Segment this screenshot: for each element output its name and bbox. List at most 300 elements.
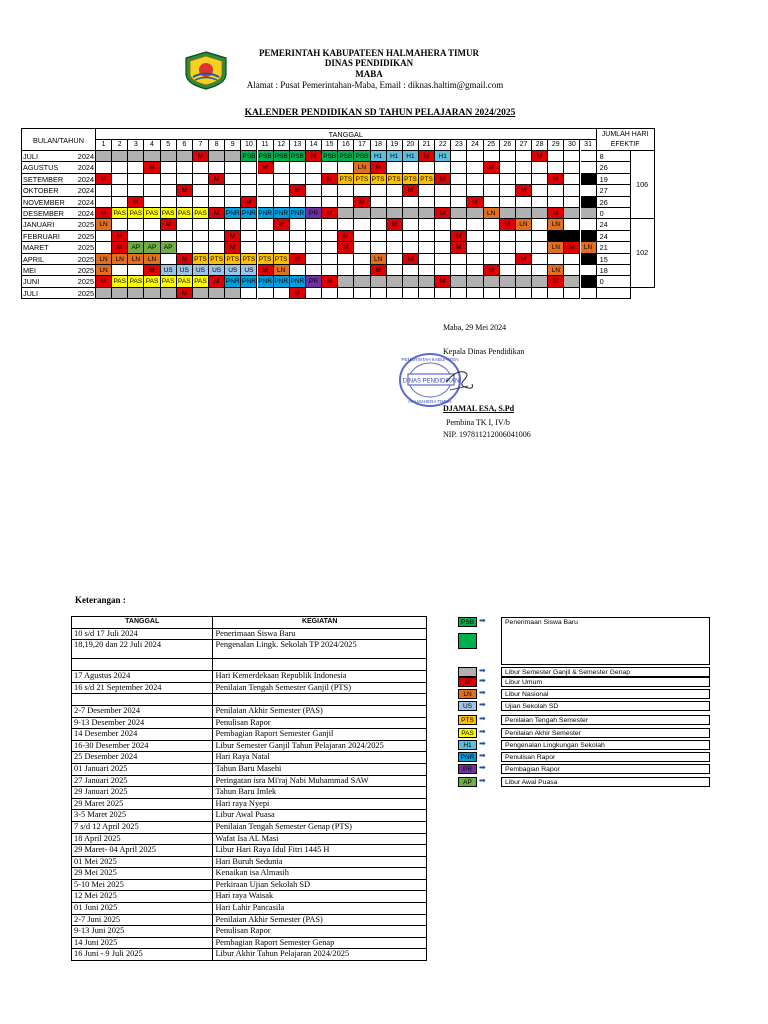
day-cell — [419, 208, 435, 219]
arrow-right-icon: ➡ — [479, 739, 486, 748]
day-cell: LN — [112, 254, 128, 265]
event-date: 16 s/d 21 September 2024 — [72, 682, 213, 694]
day-cell — [484, 174, 500, 185]
day-cell — [354, 288, 370, 299]
day-cell — [128, 151, 144, 162]
day-cell: PTS — [193, 254, 209, 265]
day-cell — [144, 185, 160, 196]
day-cell — [451, 197, 467, 208]
day-cell — [500, 162, 516, 173]
legend-label: Penilaian Tengah Semester — [501, 715, 710, 725]
day-cell: M — [144, 162, 160, 173]
day-number: 5 — [161, 139, 177, 151]
event-date: 14 Juni 2025 — [72, 937, 213, 949]
day-cell — [387, 231, 403, 242]
day-cell — [371, 276, 387, 287]
day-cell — [548, 231, 564, 242]
day-cell — [403, 208, 419, 219]
day-cell: M — [467, 197, 483, 208]
event-date: 9-13 Desember 2024 — [72, 717, 213, 729]
day-cell: LN — [548, 242, 564, 253]
day-cell — [258, 231, 274, 242]
day-cell: LN — [96, 254, 112, 265]
day-cell: M — [112, 231, 128, 242]
event-row — [72, 821, 427, 833]
legend-item — [458, 752, 710, 762]
event-date: 18 April 2025 — [72, 833, 213, 845]
day-cell — [322, 162, 338, 173]
day-cell: M — [516, 185, 532, 196]
day-cell — [451, 174, 467, 185]
day-cell — [241, 219, 257, 230]
day-cell: M — [435, 208, 451, 219]
arrow-right-icon: ➡ — [479, 763, 486, 772]
month-year: 2025 — [75, 254, 96, 265]
day-cell — [306, 242, 322, 253]
day-cell — [128, 265, 144, 276]
day-cell — [387, 185, 403, 196]
day-cell — [435, 288, 451, 299]
day-cell — [290, 162, 306, 173]
day-cell — [516, 276, 532, 287]
day-cell: PNR — [225, 208, 241, 219]
day-cell — [516, 174, 532, 185]
day-cell — [419, 197, 435, 208]
effective-days: 21 — [597, 242, 631, 253]
day-number: 8 — [209, 139, 225, 151]
day-number: 19 — [387, 139, 403, 151]
day-cell: M — [225, 231, 241, 242]
day-cell — [435, 197, 451, 208]
day-cell: PAS — [128, 208, 144, 219]
day-cell: M — [548, 208, 564, 219]
month-year: 2025 — [75, 219, 96, 230]
day-cell — [548, 288, 564, 299]
day-cell: PNR — [241, 276, 257, 287]
day-cell — [451, 288, 467, 299]
day-cell: M — [290, 288, 306, 299]
day-cell — [144, 151, 160, 162]
day-cell — [419, 254, 435, 265]
day-cell: M — [403, 185, 419, 196]
day-cell — [435, 219, 451, 230]
day-cell — [403, 242, 419, 253]
day-cell — [467, 242, 483, 253]
event-activity: Pembagian Raport Semester Genap — [213, 937, 427, 949]
day-cell — [290, 174, 306, 185]
day-cell — [306, 254, 322, 265]
day-cell — [532, 231, 548, 242]
event-activity — [213, 659, 427, 671]
legend-swatch: US — [458, 701, 477, 711]
day-cell — [161, 231, 177, 242]
day-cell — [354, 219, 370, 230]
day-number: 10 — [241, 139, 257, 151]
day-cell — [241, 288, 257, 299]
event-row — [72, 926, 427, 938]
day-cell: M — [435, 174, 451, 185]
day-cell: PTS — [371, 174, 387, 185]
day-cell — [564, 219, 580, 230]
day-cell: PTS — [387, 174, 403, 185]
day-cell — [161, 162, 177, 173]
arrow-right-icon: ➡ — [479, 676, 486, 685]
place-date: Maba, 29 Mei 2024 — [443, 323, 507, 332]
day-cell — [177, 151, 193, 162]
month-name: OKTOBER — [21, 185, 75, 196]
day-cell — [322, 219, 338, 230]
day-cell — [419, 242, 435, 253]
event-row — [72, 856, 427, 868]
day-cell: M — [177, 254, 193, 265]
arrow-right-icon: ➡ — [479, 666, 486, 675]
day-cell — [581, 276, 597, 287]
day-cell — [177, 231, 193, 242]
day-cell — [274, 162, 290, 173]
arrow-right-icon: ➡ — [479, 700, 486, 709]
legend-item — [458, 740, 710, 750]
day-cell — [484, 254, 500, 265]
day-cell — [161, 185, 177, 196]
event-activity: Hari raya Waisak — [213, 891, 427, 903]
event-date: 2-7 Desember 2024 — [72, 705, 213, 717]
day-cell: M — [484, 265, 500, 276]
month-year: 2024 — [75, 162, 96, 173]
month-year: 2025 — [75, 288, 96, 299]
day-cell: M — [322, 174, 338, 185]
day-cell — [467, 162, 483, 173]
day-cell: PTS — [258, 254, 274, 265]
day-cell — [435, 242, 451, 253]
legend-item — [458, 777, 710, 787]
day-cell — [371, 242, 387, 253]
day-cell: PSB — [258, 151, 274, 162]
event-date: 01 Januari 2025 — [72, 763, 213, 775]
event-activity: Penilaian Akhir Semester (PAS) — [213, 914, 427, 926]
day-number: 14 — [306, 139, 322, 151]
day-cell — [338, 197, 354, 208]
day-cell — [548, 185, 564, 196]
day-cell — [467, 174, 483, 185]
day-cell: M — [258, 162, 274, 173]
day-cell — [225, 288, 241, 299]
day-cell: M — [96, 208, 112, 219]
event-row — [72, 740, 427, 752]
signatory-name: DJAMAL ESA, S.Pd — [443, 404, 515, 413]
calendar-row — [21, 197, 725, 208]
day-cell: LN — [548, 219, 564, 230]
day-cell — [241, 242, 257, 253]
day-number: 16 — [338, 139, 354, 151]
day-cell: US — [209, 265, 225, 276]
day-cell: PNR — [290, 208, 306, 219]
arrow-right-icon: ➡ — [479, 776, 486, 785]
effective-days: 26 — [597, 162, 631, 173]
legend-swatch: PNR — [458, 752, 477, 762]
event-row — [72, 798, 427, 810]
day-cell: M — [548, 174, 564, 185]
event-date: 27 Januari 2025 — [72, 775, 213, 787]
month-name: JANUARI — [21, 219, 75, 230]
day-cell: PSB — [241, 151, 257, 162]
day-cell — [564, 174, 580, 185]
day-cell: LN — [548, 265, 564, 276]
day-cell: LN — [581, 242, 597, 253]
day-cell — [161, 254, 177, 265]
day-cell — [225, 174, 241, 185]
day-cell: LN — [516, 219, 532, 230]
day-cell: PNR — [225, 276, 241, 287]
legend-label: Libur Semester Ganjil & Semester Genap — [501, 667, 710, 677]
day-cell: LN — [96, 265, 112, 276]
day-cell — [419, 231, 435, 242]
event-row — [72, 717, 427, 729]
day-cell — [193, 231, 209, 242]
event-date: 29 Maret- 04 April 2025 — [72, 845, 213, 857]
arrow-right-icon: ➡ — [479, 616, 486, 625]
day-cell: M — [144, 265, 160, 276]
day-cell — [161, 288, 177, 299]
day-cell — [322, 185, 338, 196]
day-cell: AP — [161, 242, 177, 253]
calendar-row — [21, 185, 725, 196]
day-cell — [96, 162, 112, 173]
day-cell — [581, 219, 597, 230]
day-cell: H1 — [403, 151, 419, 162]
day-cell — [403, 197, 419, 208]
semester-total: 102 — [631, 219, 655, 287]
day-cell — [161, 151, 177, 162]
day-cell — [581, 174, 597, 185]
day-cell: PAS — [112, 208, 128, 219]
day-cell — [435, 265, 451, 276]
day-cell — [322, 265, 338, 276]
event-date: 18,19,20 dan 22 Juli 2024 — [72, 640, 213, 659]
day-cell: PNR — [258, 276, 274, 287]
event-date: 29 Januari 2025 — [72, 787, 213, 799]
effective-days: 8 — [597, 151, 631, 162]
day-cell: M — [338, 231, 354, 242]
calendar-row — [21, 276, 725, 287]
day-cell: PAS — [193, 208, 209, 219]
day-cell — [354, 254, 370, 265]
legend-label: Ujian Sekolah SD — [501, 701, 710, 711]
event-row — [72, 640, 427, 659]
day-cell — [516, 288, 532, 299]
day-cell: US — [241, 265, 257, 276]
day-cell: M — [451, 231, 467, 242]
day-cell: PTS — [354, 174, 370, 185]
event-row — [72, 628, 427, 640]
day-cell — [516, 265, 532, 276]
day-cell: M — [451, 242, 467, 253]
day-cell: PTS — [209, 254, 225, 265]
day-cell — [403, 162, 419, 173]
day-cell: PAS — [144, 208, 160, 219]
event-date: 29 Maret 2025 — [72, 798, 213, 810]
day-cell — [532, 288, 548, 299]
day-cell: M — [258, 265, 274, 276]
legend-item — [458, 764, 710, 774]
day-cell: M — [516, 254, 532, 265]
day-cell — [290, 242, 306, 253]
day-cell — [306, 231, 322, 242]
day-cell — [241, 162, 257, 173]
day-cell — [209, 197, 225, 208]
day-cell — [516, 162, 532, 173]
month-name: APRIL — [21, 254, 75, 265]
day-cell — [258, 288, 274, 299]
day-cell — [387, 265, 403, 276]
day-cell — [112, 197, 128, 208]
day-cell — [532, 185, 548, 196]
event-date: 5-10 Mei 2025 — [72, 879, 213, 891]
effective-days: 0 — [597, 208, 631, 219]
day-cell — [322, 197, 338, 208]
day-cell — [484, 151, 500, 162]
event-table — [71, 616, 427, 961]
day-cell — [451, 254, 467, 265]
event-activity: Kenaikan isa Almasih — [213, 868, 427, 880]
day-cell: M — [241, 197, 257, 208]
day-cell — [338, 219, 354, 230]
day-cell — [532, 265, 548, 276]
effective-days: 0 — [597, 276, 631, 287]
day-cell — [403, 288, 419, 299]
day-cell: M — [403, 254, 419, 265]
legend-label: Libur Nasional — [501, 689, 710, 699]
day-cell — [532, 254, 548, 265]
event-activity: Libur Akhir Tahun Pelajaran 2024/2025 — [213, 949, 427, 961]
calendar-row — [21, 265, 725, 276]
day-number: 28 — [532, 139, 548, 151]
day-cell — [258, 242, 274, 253]
day-cell: M — [322, 276, 338, 287]
day-cell — [209, 288, 225, 299]
day-cell — [403, 219, 419, 230]
day-cell: PAS — [112, 276, 128, 287]
day-cell — [500, 276, 516, 287]
event-date: 01 Mei 2025 — [72, 856, 213, 868]
day-cell — [193, 185, 209, 196]
day-cell: M — [177, 185, 193, 196]
day-cell: US — [161, 265, 177, 276]
month-name: FEBRUARI — [21, 231, 75, 242]
legend-label: Libur Awal Puasa — [501, 777, 710, 787]
day-number: 21 — [419, 139, 435, 151]
day-cell — [258, 185, 274, 196]
day-cell: PSB — [290, 151, 306, 162]
day-cell: M — [128, 197, 144, 208]
day-cell — [112, 265, 128, 276]
day-cell — [548, 197, 564, 208]
day-cell — [193, 174, 209, 185]
event-activity: Libur Hari Raya Idul Fitri 1445 H — [213, 845, 427, 857]
event-activity-header: KEGIATAN — [213, 617, 427, 629]
day-cell — [225, 162, 241, 173]
day-cell — [419, 288, 435, 299]
day-cell — [225, 197, 241, 208]
day-cell: M — [290, 185, 306, 196]
semester-total: 106 — [631, 151, 655, 219]
day-cell: M — [209, 174, 225, 185]
legend-label: Penerimaan Siswa Baru — [501, 617, 710, 665]
day-cell — [532, 208, 548, 219]
event-row — [72, 787, 427, 799]
day-cell — [532, 197, 548, 208]
event-activity: Hari Lahir Pancasila — [213, 903, 427, 915]
day-cell — [274, 174, 290, 185]
day-cell: US — [225, 265, 241, 276]
event-activity: Penulisan Rapor — [213, 717, 427, 729]
day-cell — [500, 197, 516, 208]
day-cell — [581, 288, 597, 299]
day-cell — [96, 151, 112, 162]
event-activity: Penilaian Tengah Semester Ganjil (PTS) — [213, 682, 427, 694]
day-cell — [581, 162, 597, 173]
day-cell — [144, 288, 160, 299]
day-cell — [338, 208, 354, 219]
day-cell — [338, 254, 354, 265]
month-year: 2024 — [75, 208, 96, 219]
signatory-nip: NIP. 197811212006041006 — [443, 430, 531, 439]
day-number: 11 — [258, 139, 274, 151]
day-cell — [467, 288, 483, 299]
stamp-top-text: PEMERINTAH KABUPATEN — [401, 357, 459, 362]
legend-swatch: PR — [458, 764, 477, 774]
stamp-bottom-text: HALMAHERA TIMUR — [408, 399, 452, 404]
month-name: MARET — [21, 242, 75, 253]
legend-label: Libur Umum — [501, 677, 710, 687]
day-cell: PSB — [274, 151, 290, 162]
regency-logo — [181, 50, 231, 90]
day-cell — [419, 276, 435, 287]
day-number: 31 — [581, 139, 597, 151]
day-cell — [532, 162, 548, 173]
day-cell: M — [500, 219, 516, 230]
day-cell: US — [193, 265, 209, 276]
day-cell — [387, 208, 403, 219]
day-number: 4 — [144, 139, 160, 151]
arrow-right-icon: ➡ — [479, 688, 486, 697]
day-cell — [516, 242, 532, 253]
day-cell — [209, 242, 225, 253]
day-cell — [354, 265, 370, 276]
calendar-row — [21, 162, 725, 173]
event-row — [72, 763, 427, 775]
day-cell: PAS — [193, 276, 209, 287]
day-cell: LN — [484, 208, 500, 219]
day-cell — [112, 219, 128, 230]
day-cell — [548, 254, 564, 265]
month-name: NOVEMBER — [21, 197, 75, 208]
day-cell: M — [225, 242, 241, 253]
legend-swatch: PSB — [458, 617, 477, 627]
day-number: 22 — [435, 139, 451, 151]
event-activity: Hari Buruh Sedunia — [213, 856, 427, 868]
day-cell — [112, 174, 128, 185]
legend-swatch: LN — [458, 689, 477, 699]
day-cell: PTS — [403, 174, 419, 185]
day-cell — [338, 162, 354, 173]
day-cell: M — [484, 162, 500, 173]
day-cell — [128, 231, 144, 242]
day-cell: LN — [128, 254, 144, 265]
day-number: 15 — [322, 139, 338, 151]
day-cell — [209, 231, 225, 242]
day-cell — [112, 288, 128, 299]
calendar-row — [21, 151, 725, 162]
